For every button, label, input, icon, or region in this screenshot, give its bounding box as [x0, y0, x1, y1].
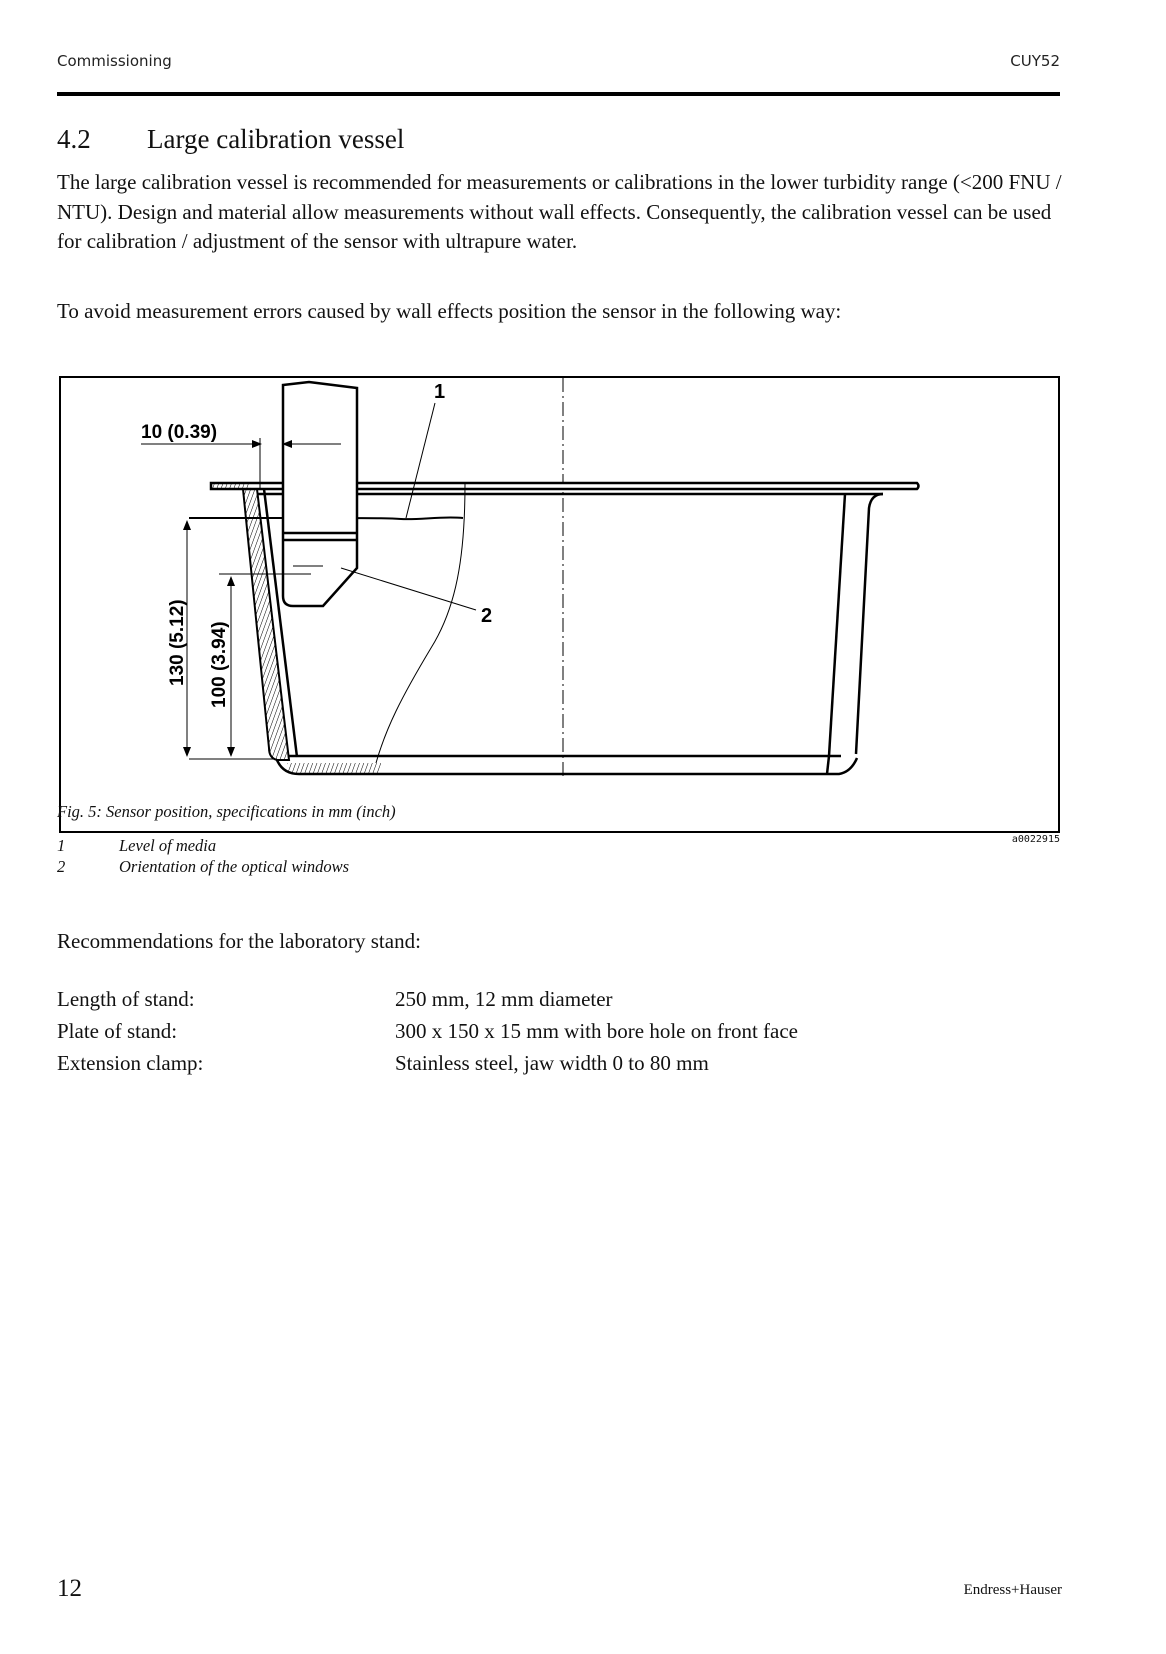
right-wall [829, 494, 883, 756]
figure-id: a0022915 [1011, 834, 1060, 845]
instruction-paragraph: To avoid measurement errors caused by wall effects position the sensor in the following way: [57, 299, 842, 323]
legend-number: 1 [57, 836, 66, 855]
callout-1: 1 [434, 381, 446, 403]
callout-2-leader [341, 568, 476, 610]
callout-1-leader [406, 403, 435, 518]
legend-item [57, 857, 349, 877]
figure-frame [59, 376, 1060, 833]
legend-item [57, 836, 216, 856]
legend-number: 2 [57, 857, 66, 876]
spec-value: Stainless steel, jaw width 0 to 80 mm [395, 1051, 709, 1075]
spec-row [57, 1019, 798, 1051]
spec-label: Length of stand: [57, 987, 195, 1011]
gap-dimension-label: 10 (0.39) [141, 422, 218, 443]
sensor-body [283, 382, 357, 606]
intro-paragraph: The large calibration vessel is recommended for measurements or calibrations in the lower turbidity range (<200 FNU / NTU). Design and material allow measurements without wall effects. Consequently, the calibration vessel can be used for calibration / adjustment of the sensor with ultrapure water. [57, 170, 1062, 253]
figure-caption: Fig. 5: Sensor position, specifications in mm (inch) [57, 802, 396, 821]
section-heading [57, 124, 404, 155]
spec-value: 250 mm, 12 mm diameter [395, 987, 613, 1011]
spec-row [57, 1051, 798, 1083]
spec-label: Plate of stand: [57, 1019, 178, 1043]
spec-row [57, 987, 798, 1019]
spec-value: 300 x 150 x 15 mm with bore hole on front face [395, 1019, 798, 1043]
level-height-label: 130 (5.12) [167, 599, 188, 686]
legend-text: Level of media [119, 836, 217, 855]
callout-2: 2 [481, 605, 493, 627]
page-number: 12 [57, 1575, 82, 1602]
bottom-hatch [287, 763, 381, 773]
sensor-height-label: 100 (3.94) [209, 621, 230, 708]
running-header-section: Commissioning [57, 52, 172, 70]
spec-label: Extension clamp: [57, 1051, 204, 1075]
stand-specs-table [57, 987, 798, 1083]
legend-text: Orientation of the optical windows [119, 857, 350, 876]
running-header-product: CUY52 [1010, 52, 1060, 70]
header-rule [57, 92, 1060, 96]
footer-brand: Endress+Hauser [963, 1582, 1062, 1598]
vessel-drawing [61, 378, 1058, 831]
stand-intro: Recommendations for the laboratory stand: [57, 929, 421, 953]
section-number: 4.2 [57, 124, 91, 154]
cutaway-line [376, 484, 465, 763]
section-title: Large calibration vessel [147, 124, 405, 154]
